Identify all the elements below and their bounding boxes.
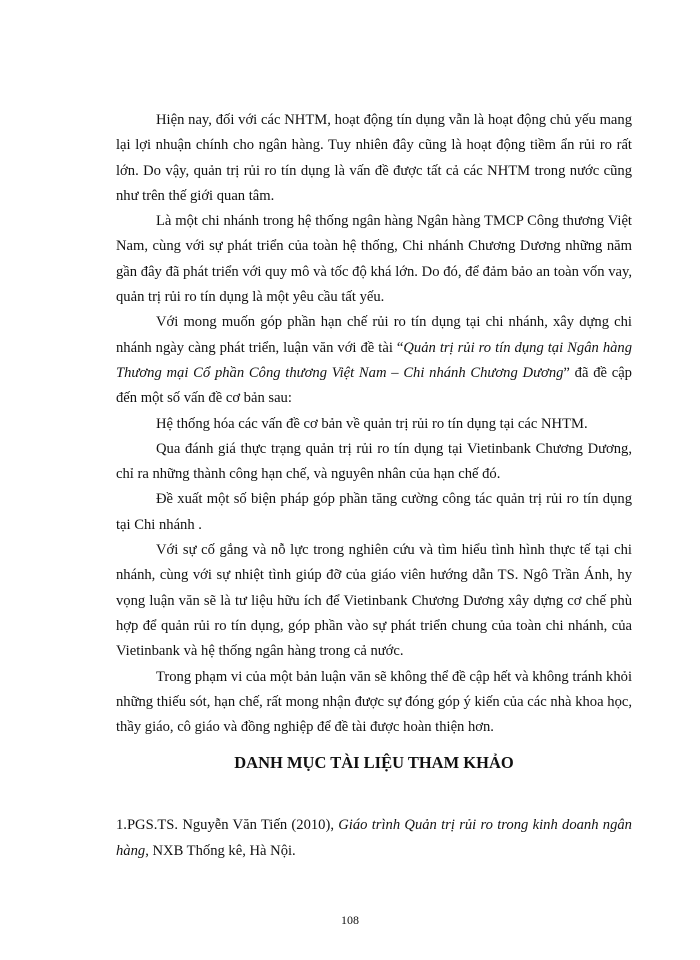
page-number: 108 bbox=[341, 913, 359, 927]
point-1: Hệ thống hóa các vấn đề cơ bản về quản trị rủi ro tín dụng tại các NHTM. bbox=[156, 415, 588, 432]
thesis-title: Quản trị rủi ro tín dụng tại Ngân hàng Thương mại Cổ phần Công thương Việt Nam – Chi nhánh Chương Dương bbox=[116, 339, 633, 381]
point-2: Qua đánh giá thực trạng quản trị rủi ro tín dụng tại Vietinbank Chương Dương, chỉ ra những thành công hạn chế, và nguyên nhân của hạn chế đó. bbox=[116, 440, 632, 483]
reference-author: 1.PGS.TS. Nguyễn Văn Tiến (2010), bbox=[116, 817, 339, 833]
thesis-text-before: Với mong muốn góp phần hạn chế rủi ro tín dụng tại chi nhánh, xây dựng chi nhánh ngày càng phát triển, luận văn với đề tài “ bbox=[116, 314, 632, 356]
thesis-text-after: ” đã đề cập đến một số vấn đề cơ bản sau: bbox=[116, 364, 632, 407]
paragraph-thesis bbox=[116, 310, 632, 411]
point-3: Đề xuất một số biện pháp góp phần tăng cường công tác quản trị rủi ro tín dụng tại Chi nhánh . bbox=[116, 491, 632, 533]
paragraph-effort: Với sự cố gắng và nỗ lực trong nghiên cứu và tìm hiểu tình hình thực tế tại chi nhánh, cùng với sự nhiệt tình giúp đỡ của giáo viên hướng dẫn TS. Ngô Trần Ánh, hy vọng luận văn sẽ là tư liệu hữu ích để Vietinbank Chương Dương xây dựng cơ chế phù hợp để quản rủi ro tín dụng, góp phần vào sự phát triển chung của toàn chi nhánh, của Vietinbank và hệ thống ngân hàng trong cả nước. bbox=[116, 542, 632, 660]
reference-item bbox=[116, 812, 632, 864]
reference-title: Giáo trình Quản trị rủi ro trong kinh doanh ngân hàng bbox=[116, 817, 632, 859]
body-text bbox=[116, 108, 632, 740]
paragraph-scope: Trong phạm vi của một bản luận văn sẽ không thể đề cập hết và không tránh khỏi những thiếu sót, hạn chế, rất mong nhận được sự đóng góp ý kiến của các nhà khoa học, thầy giáo, cô giáo và đồng nghiệp để đề tài được hoàn thiện hơn. bbox=[116, 668, 632, 736]
reference-publisher: , NXB Thống kê, Hà Nội. bbox=[145, 843, 296, 859]
paragraph-intro: Hiện nay, đối với các NHTM, hoạt động tín dụng vẫn là hoạt động chủ yếu mang lại lợi nhuận chính cho ngân hàng. Tuy nhiên đây cũng là hoạt động tiềm ẩn rủi ro rất lớn. Do vậy, quản trị rủi ro tín dụng là vấn đề được tất cả các NHTM trong nước cũng như trên thế giới quan tâm. bbox=[116, 112, 632, 204]
paragraph-branch: Là một chi nhánh trong hệ thống ngân hàng Ngân hàng TMCP Công thương Việt Nam, cùng với sự phát triển của toàn hệ thống, Chi nhánh Chương Dương những năm gần đây đã phát triển với quy mô và tốc độ khá lớn. Do đó, để đảm bảo an toàn vốn vay, quản trị rủi ro tín dụng là một yêu cầu tất yếu. bbox=[116, 213, 632, 306]
references-heading: DANH MỤC TÀI LIỆU THAM KHẢO bbox=[234, 753, 514, 772]
